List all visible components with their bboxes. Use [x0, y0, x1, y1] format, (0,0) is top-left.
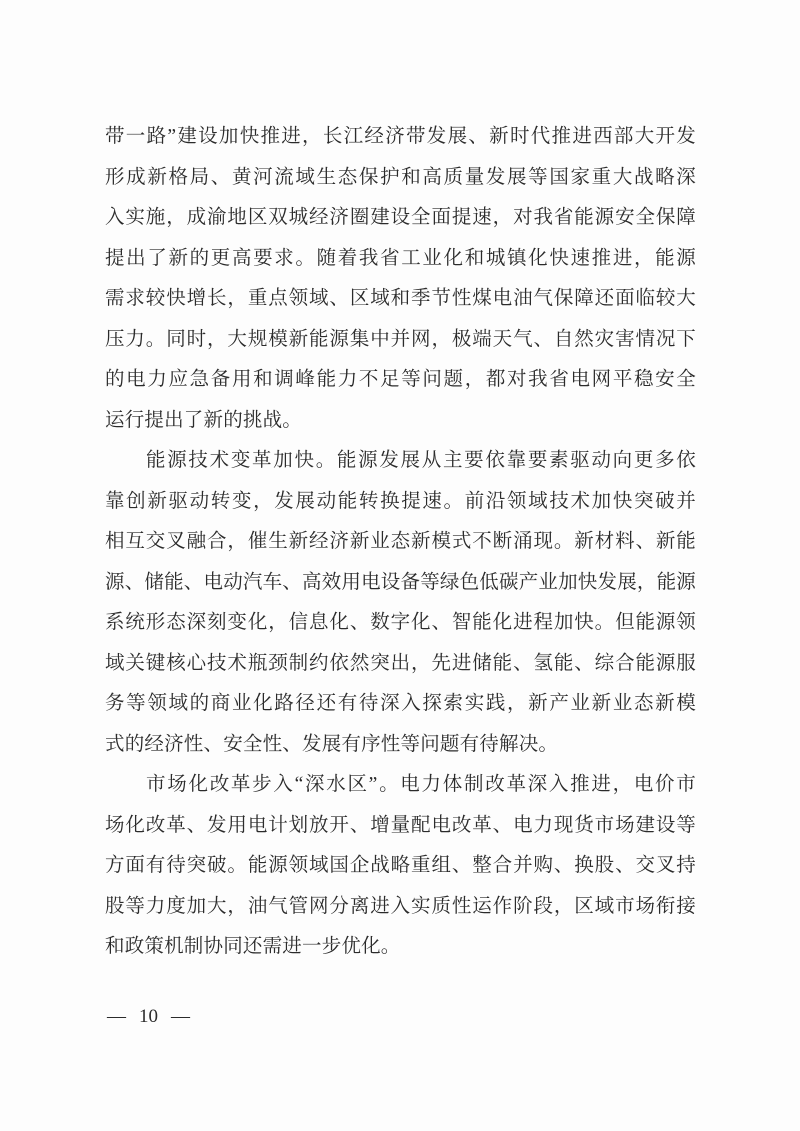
text-line: 域关键核心技术瓶颈制约依然突出，先进储能、氢能、综合能源服	[105, 652, 696, 674]
text-body	[105, 117, 696, 968]
text-line: 运行提出了新的挑战。	[105, 409, 303, 431]
text-line: 式的经济性、安全性、发展有序性等问题有待解决。	[105, 733, 559, 755]
footer-dash-right: —	[171, 1006, 190, 1027]
paragraph-1	[105, 117, 696, 441]
text-line: 务等领域的商业化路径还有待深入探索实践，新产业新业态新模	[105, 693, 696, 714]
text-line: 源、储能、电动汽车、高效用电设备等绿色低碳产业加快发展，能源	[105, 571, 696, 593]
text-line: 形成新格局、黄河流域生态保护和高质量发展等国家重大战略深	[105, 166, 696, 188]
text-line: 方面有待突破。能源领域国企战略重组、整合并购、换股、交叉持	[105, 855, 696, 876]
text-line: 靠创新驱动转变，发展动能转换提速。前沿领域技术加快突破并	[105, 490, 696, 512]
text-line: 场化改革、发用电计划放开、增量配电改革、电力现货市场建设等	[105, 814, 696, 836]
text-line: 需求较快增长，重点领域、区域和季节性煤电油气保障还面临较大	[105, 288, 696, 309]
text-line: 股等力度加大，油气管网分离进入实质性运作阶段，区域市场衔接	[105, 895, 696, 917]
text-line: 相互交叉融合，催生新经济新业态新模式不断涌现。新材料、新能	[105, 531, 696, 552]
text-line: 压力。同时，大规模新能源集中并网，极端天气、自然灾害情况下	[105, 328, 696, 350]
text-line: 带一路”建设加快推进，长江经济带发展、新时代推进西部大开发	[105, 126, 696, 147]
text-line: 提出了新的更高要求。随着我省工业化和城镇化快速推进，能源	[105, 247, 696, 269]
footer-dash-left: —	[107, 1006, 126, 1027]
text-line: 入实施，成渝地区双城经济圈建设全面提速，对我省能源安全保障	[105, 207, 696, 228]
text-line: 系统形态深刻变化，信息化、数字化、智能化进程加快。但能源领	[105, 612, 696, 633]
text-line: 的电力应急备用和调峰能力不足等问题，都对我省电网平稳安全	[105, 369, 696, 390]
page-footer	[107, 1003, 190, 1031]
paragraph-3	[105, 765, 696, 968]
page-number: 10	[139, 1006, 158, 1027]
paragraph-2	[105, 441, 696, 765]
text-line: 市场化改革步入“深水区”。电力体制改革深入推进，电价市	[146, 774, 696, 795]
text-line: 能源技术变革加快。能源发展从主要依靠要素驱动向更多依	[146, 450, 696, 471]
text-line: 和政策机制协同还需进一步优化。	[105, 936, 401, 957]
